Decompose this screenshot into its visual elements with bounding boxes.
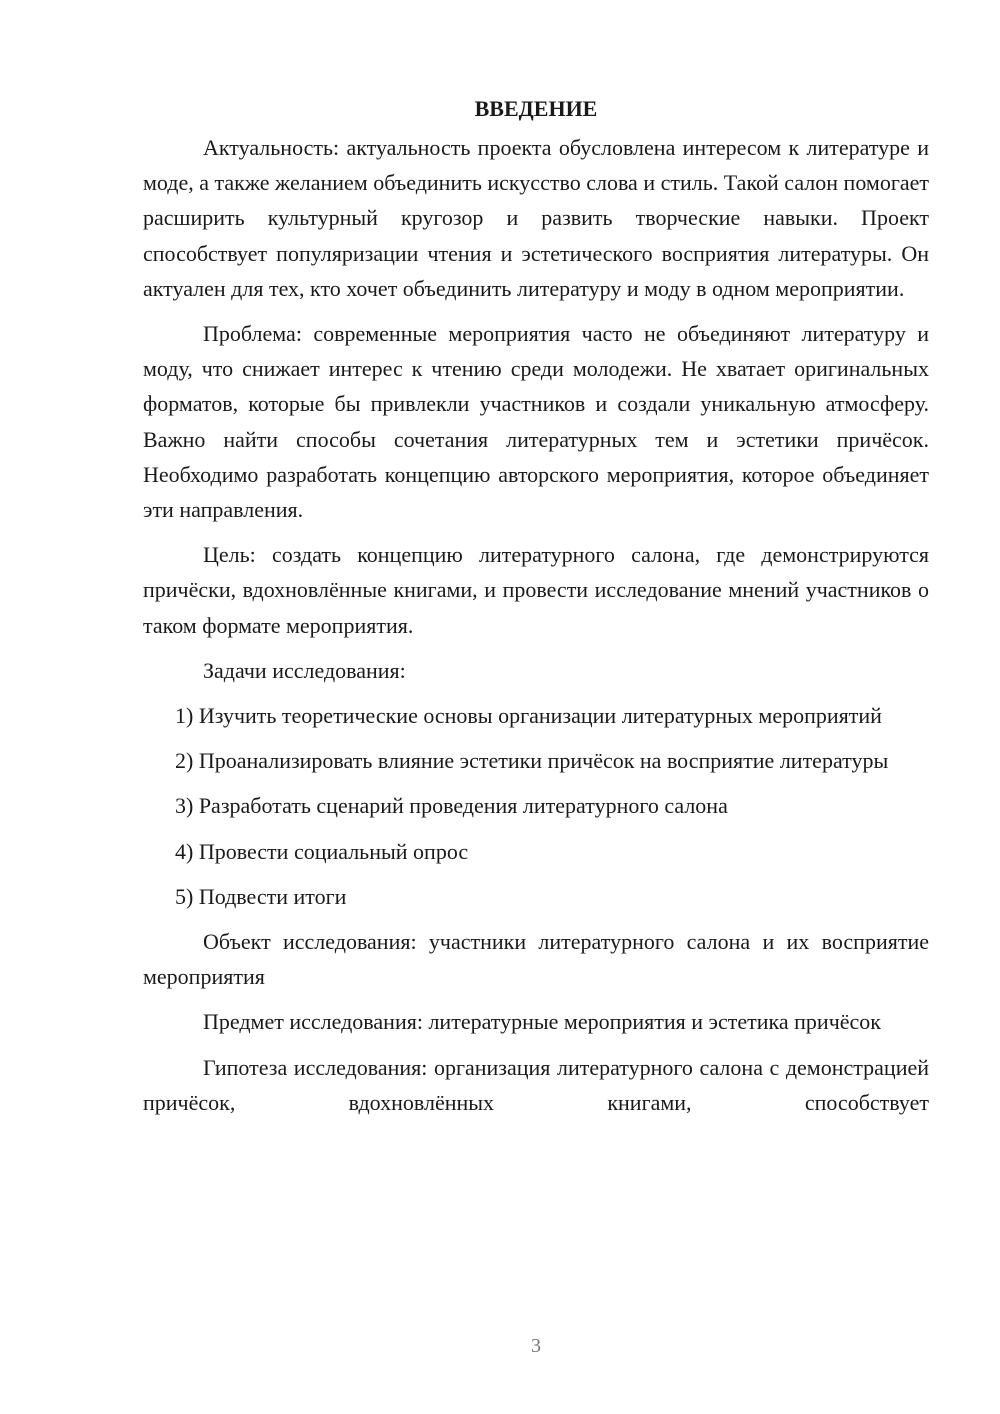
object-paragraph: Объект исследования: участники литературного салона и их восприятие мероприятия <box>143 929 929 990</box>
problem-paragraph: Проблема: современные мероприятия часто не объединяют литературу и моду, что снижает интерес к чтению среди молодежи. Не хватает оригинальных форматов, которые бы привлекли участников и создали уникальную атмосферу. Важно найти способы сочетания литературных тем и эстетики причёсок. Необходимо разработать концепцию авторского мероприятия, которое объединяет эти направления. <box>143 321 929 523</box>
relevance-paragraph: Актуальность: актуальность проекта обусловлена интересом к литературе и моде, а также желанием объединить искусство слова и стиль. Такой салон помогает расширить культурный кругозор и развить творческие навыки. Проект способствует популяризации чтения и эстетического восприятия литературы. Он актуален для тех, кто хочет объединить литературу и моду в одном мероприятии. <box>143 135 929 301</box>
task-item: 2) Проанализировать влияние эстетики причёсок на восприятие литературы <box>175 748 889 774</box>
section-title: ВВЕДЕНИЕ <box>474 96 598 121</box>
goal-paragraph: Цель: создать концепцию литературного салона, где демонстрируются причёски, вдохновлённые книгами, и провести исследование мнений участников о таком формате мероприятия. <box>143 542 929 638</box>
tasks-heading: Задачи исследования: <box>203 657 406 683</box>
task-item: 5) Подвести итоги <box>175 883 347 909</box>
subject-paragraph: Предмет исследования: литературные мероприятия и эстетика причёсок <box>203 1009 881 1035</box>
task-item: 4) Провести социальный опрос <box>175 838 469 864</box>
page-content <box>143 94 929 1130</box>
page-number: 3 <box>531 1335 541 1357</box>
task-item: 3) Разработать сценарий проведения литературного салона <box>175 793 728 819</box>
hypothesis-paragraph: Гипотеза исследования: организация литературного салона с демонстрацией причёсок, вдохновлённых книгами, способствует <box>143 1054 929 1115</box>
task-item: 1) Изучить теоретические основы организации литературных мероприятий <box>175 703 882 729</box>
